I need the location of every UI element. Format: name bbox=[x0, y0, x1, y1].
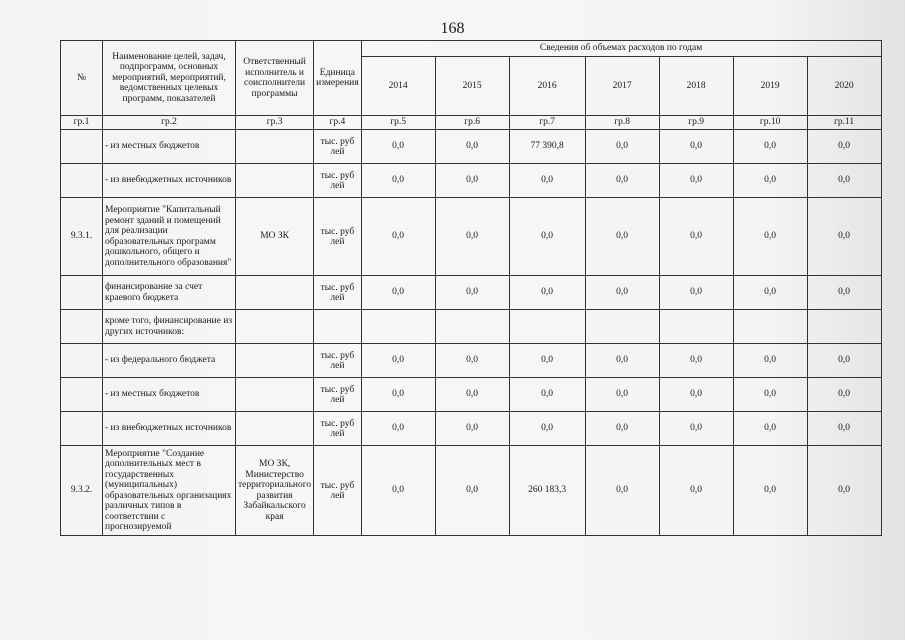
value-cell-2018: 0,0 bbox=[659, 164, 733, 198]
value-cell-2018: 0,0 bbox=[659, 344, 733, 378]
value-cell-2015: 0,0 bbox=[435, 198, 509, 276]
header-row-1 bbox=[61, 41, 882, 57]
table-row bbox=[61, 198, 882, 276]
value-cell-2017: 0,0 bbox=[585, 378, 659, 412]
row-responsible-cell bbox=[236, 130, 314, 164]
value-cell-2015: 0,0 bbox=[435, 412, 509, 446]
header-year-2019: 2019 bbox=[733, 57, 807, 116]
value-cell-2020: 0,0 bbox=[807, 446, 881, 536]
value-cell-2014: 0,0 bbox=[361, 164, 435, 198]
header-year-2016: 2016 bbox=[509, 57, 585, 116]
value-cell-2014: 0,0 bbox=[361, 276, 435, 310]
row-unit-cell: тыс. руб лей bbox=[314, 198, 361, 276]
header-year-2017: 2017 bbox=[585, 57, 659, 116]
value-cell-2017: 0,0 bbox=[585, 198, 659, 276]
row-name-cell: - из внебюджетных источников bbox=[103, 412, 236, 446]
header-year-2015: 2015 bbox=[435, 57, 509, 116]
row-name-cell: - из местных бюджетов bbox=[103, 378, 236, 412]
value-cell-2018: 0,0 bbox=[659, 378, 733, 412]
row-number-cell bbox=[61, 164, 103, 198]
value-cell-2020: 0,0 bbox=[807, 130, 881, 164]
row-responsible-cell: МО ЗК, Министерство территориального развития Забайкальского края bbox=[236, 446, 314, 536]
table-row bbox=[61, 164, 882, 198]
row-name-cell: Мероприятие "Капитальный ремонт зданий и помещений для реализации образовательных программ дошкольного, общего и дополнительного образования" bbox=[103, 198, 236, 276]
row-responsible-cell bbox=[236, 412, 314, 446]
row-number-cell bbox=[61, 310, 103, 344]
value-cell-2017: 0,0 bbox=[585, 276, 659, 310]
row-number-cell bbox=[61, 130, 103, 164]
value-cell-2020: 0,0 bbox=[807, 378, 881, 412]
row-name-cell: кроме того, финансирование из других источников: bbox=[103, 310, 236, 344]
value-cell-2017: 0,0 bbox=[585, 130, 659, 164]
value-cell-2016: 0,0 bbox=[509, 164, 585, 198]
value-cell-2018: 0,0 bbox=[659, 130, 733, 164]
value-cell-2016: 0,0 bbox=[509, 198, 585, 276]
value-cell-2017: 0,0 bbox=[585, 164, 659, 198]
value-cell-2016: 0,0 bbox=[509, 412, 585, 446]
column-number-row bbox=[61, 116, 882, 130]
value-cell-2014: 0,0 bbox=[361, 344, 435, 378]
row-number-cell bbox=[61, 344, 103, 378]
value-cell-2014: 0,0 bbox=[361, 446, 435, 536]
row-responsible-cell bbox=[236, 344, 314, 378]
row-number-cell: 9.3.1. bbox=[61, 198, 103, 276]
header-responsible: Ответственный исполнитель и соисполнители программы bbox=[236, 41, 314, 116]
value-cell-2020: 0,0 bbox=[807, 412, 881, 446]
header-no: № bbox=[61, 41, 103, 116]
column-number-cell: гр.7 bbox=[509, 116, 585, 130]
value-cell-2015: 0,0 bbox=[435, 446, 509, 536]
value-cell-2016 bbox=[509, 310, 585, 344]
column-number-cell: гр.9 bbox=[659, 116, 733, 130]
row-name-cell: - из федерального бюджета bbox=[103, 344, 236, 378]
value-cell-2016: 0,0 bbox=[509, 378, 585, 412]
row-unit-cell: тыс. руб лей bbox=[314, 412, 361, 446]
row-unit-cell bbox=[314, 310, 361, 344]
value-cell-2020: 0,0 bbox=[807, 198, 881, 276]
column-number-cell: гр.1 bbox=[61, 116, 103, 130]
table-row bbox=[61, 412, 882, 446]
row-unit-cell: тыс. руб лей bbox=[314, 164, 361, 198]
value-cell-2015: 0,0 bbox=[435, 276, 509, 310]
value-cell-2019: 0,0 bbox=[733, 130, 807, 164]
value-cell-2016: 77 390,8 bbox=[509, 130, 585, 164]
row-name-cell: - из внебюджетных источников bbox=[103, 164, 236, 198]
value-cell-2018: 0,0 bbox=[659, 198, 733, 276]
row-responsible-cell bbox=[236, 378, 314, 412]
value-cell-2018 bbox=[659, 310, 733, 344]
value-cell-2016: 0,0 bbox=[509, 344, 585, 378]
column-number-cell: гр.8 bbox=[585, 116, 659, 130]
row-responsible-cell bbox=[236, 276, 314, 310]
value-cell-2019 bbox=[733, 310, 807, 344]
value-cell-2015: 0,0 bbox=[435, 130, 509, 164]
value-cell-2014: 0,0 bbox=[361, 412, 435, 446]
value-cell-2016: 0,0 bbox=[509, 276, 585, 310]
value-cell-2014: 0,0 bbox=[361, 130, 435, 164]
value-cell-2018: 0,0 bbox=[659, 276, 733, 310]
row-responsible-cell bbox=[236, 164, 314, 198]
value-cell-2017: 0,0 bbox=[585, 412, 659, 446]
value-cell-2020 bbox=[807, 310, 881, 344]
column-number-cell: гр.10 bbox=[733, 116, 807, 130]
column-number-cell: гр.5 bbox=[361, 116, 435, 130]
value-cell-2017 bbox=[585, 310, 659, 344]
value-cell-2017: 0,0 bbox=[585, 344, 659, 378]
table-row bbox=[61, 130, 882, 164]
value-cell-2018: 0,0 bbox=[659, 412, 733, 446]
row-number-cell bbox=[61, 378, 103, 412]
value-cell-2019: 0,0 bbox=[733, 198, 807, 276]
row-responsible-cell bbox=[236, 310, 314, 344]
row-number-cell bbox=[61, 276, 103, 310]
row-unit-cell: тыс. руб лей bbox=[314, 130, 361, 164]
row-name-cell: Мероприятие "Создание дополнительных мест в государственных (муниципальных) образовательных организациях различных типов в соответствии с прогнозируемой bbox=[103, 446, 236, 536]
row-name-cell: финансирование за счет краевого бюджета bbox=[103, 276, 236, 310]
expenditure-table bbox=[60, 40, 882, 536]
value-cell-2019: 0,0 bbox=[733, 412, 807, 446]
row-unit-cell: тыс. руб лей bbox=[314, 276, 361, 310]
header-name: Наименование целей, задач, подпрограмм, основных мероприятий, мероприятий, ведомственных целевых программ, показателей bbox=[103, 41, 236, 116]
row-responsible-cell: МО ЗК bbox=[236, 198, 314, 276]
value-cell-2014: 0,0 bbox=[361, 198, 435, 276]
value-cell-2019: 0,0 bbox=[733, 344, 807, 378]
table-row bbox=[61, 446, 882, 536]
table-row bbox=[61, 378, 882, 412]
value-cell-2019: 0,0 bbox=[733, 446, 807, 536]
header-year-2014: 2014 bbox=[361, 57, 435, 116]
value-cell-2019: 0,0 bbox=[733, 164, 807, 198]
page-number: 168 bbox=[440, 20, 465, 37]
row-unit-cell: тыс. руб лей bbox=[314, 344, 361, 378]
value-cell-2020: 0,0 bbox=[807, 344, 881, 378]
column-number-cell: гр.4 bbox=[314, 116, 361, 130]
value-cell-2018: 0,0 bbox=[659, 446, 733, 536]
column-number-cell: гр.2 bbox=[103, 116, 236, 130]
table-body bbox=[61, 130, 882, 536]
value-cell-2015: 0,0 bbox=[435, 164, 509, 198]
header-year-group: Сведения об объемах расходов по годам bbox=[361, 41, 881, 57]
value-cell-2019: 0,0 bbox=[733, 276, 807, 310]
column-number-cell: гр.11 bbox=[807, 116, 881, 130]
value-cell-2016: 260 183,3 bbox=[509, 446, 585, 536]
row-number-cell bbox=[61, 412, 103, 446]
row-unit-cell: тыс. руб лей bbox=[314, 446, 361, 536]
value-cell-2015: 0,0 bbox=[435, 344, 509, 378]
value-cell-2015 bbox=[435, 310, 509, 344]
header-year-2018: 2018 bbox=[659, 57, 733, 116]
value-cell-2019: 0,0 bbox=[733, 378, 807, 412]
header-unit: Единица измерения bbox=[314, 41, 361, 116]
table-row bbox=[61, 310, 882, 344]
value-cell-2020: 0,0 bbox=[807, 276, 881, 310]
header-year-2020: 2020 bbox=[807, 57, 881, 116]
table-row bbox=[61, 276, 882, 310]
value-cell-2015: 0,0 bbox=[435, 378, 509, 412]
value-cell-2017: 0,0 bbox=[585, 446, 659, 536]
value-cell-2020: 0,0 bbox=[807, 164, 881, 198]
column-number-cell: гр.6 bbox=[435, 116, 509, 130]
column-number-cell: гр.3 bbox=[236, 116, 314, 130]
row-unit-cell: тыс. руб лей bbox=[314, 378, 361, 412]
table-row bbox=[61, 344, 882, 378]
value-cell-2014: 0,0 bbox=[361, 378, 435, 412]
row-number-cell: 9.3.2. bbox=[61, 446, 103, 536]
value-cell-2014 bbox=[361, 310, 435, 344]
row-name-cell: - из местных бюджетов bbox=[103, 130, 236, 164]
